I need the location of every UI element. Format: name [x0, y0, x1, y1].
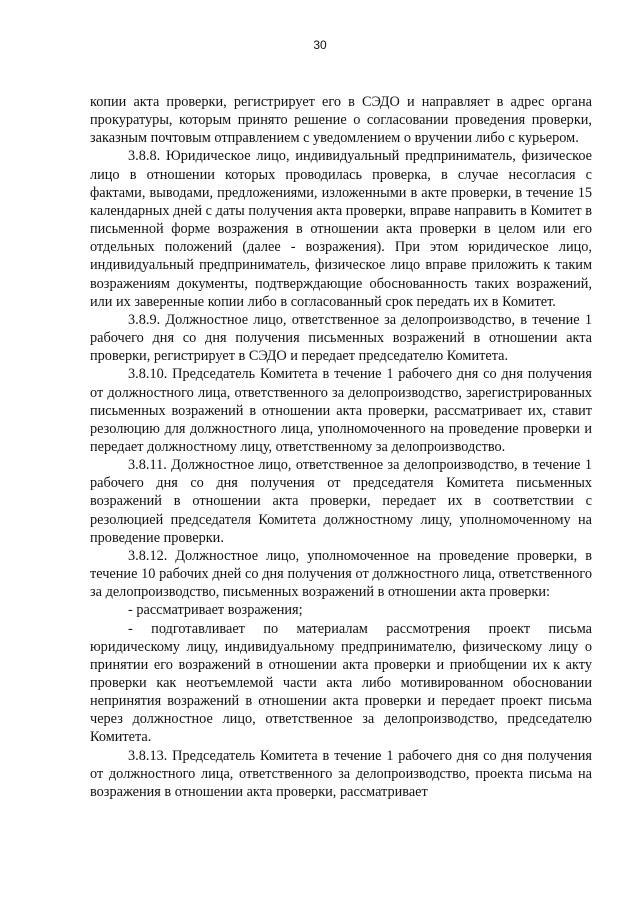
- paragraph-continuation: копии акта проверки, регистрирует его в СЭДО и направляет в адрес органа прокуратуры, которым принято решение о согласовании проведения проверки, заказным почтовым отправлением с уведомлением о вручении либо с курьером.: [90, 94, 592, 147]
- paragraph-3-8-8: 3.8.8. Юридическое лицо, индивидуальный предприниматель, физическое лицо в отношении которых проводилась проверка, в случае несогласия с фактами, выводами, предложениями, изложенными в акте проверки, в течение 15 календарных дней с даты получения акта проверки, вправе направить в Комитет в письменной форме возражения в отношении акта проверки в целом или его отдельных положений (далее - возражения). При этом юридическое лицо, индивидуальный предприниматель, физическое лицо вправе приложить к таким возражениям документы, подтверждающие обоснованность таких возражений, или их заверенные копии либо в согласованный срок передать их в Комитет.: [90, 148, 592, 310]
- page-number: 30: [313, 38, 327, 52]
- list-item-review: - рассматривает возражения;: [128, 602, 303, 619]
- paragraph-3-8-10: 3.8.10. Председатель Комитета в течение 1 рабочего дня со дня получения от должностного лица, ответственного за делопроизводство, зарегистрированных письменных возражений в отношении акта проверки, рассматривает их, ставит резолюцию для должностного лица, уполномоченного на проведение проверки и передает должностному лицу, ответственному за делопроизводство.: [90, 366, 592, 455]
- list-item-prepare: - подготавливает по материалам рассмотрения проект письма юридическому лицу, индивидуальному предпринимателю, физическому лицу о принятии его возражений в отношении акта проверки и приобщении их к акту проверки как неотъемлемой части акта либо мотивированном обосновании непринятия возражений в отношении акта проверки и передает проект письма через должностное лицо, ответственное за делопроизводство, председателю Комитета.: [90, 620, 592, 746]
- paragraph-3-8-11: 3.8.11. Должностное лицо, ответственное за делопроизводство, в течение 1 рабочего дня со дня получения от председателя Комитета письменных возражений в отношении акта проверки, передает их в соответствии с резолюцией председателя Комитета должностному лицу, уполномоченному на проведение проверки.: [90, 457, 592, 546]
- document-body: [90, 93, 592, 801]
- paragraph-3-8-9: 3.8.9. Должностное лицо, ответственное за делопроизводство, в течение 1 рабочего дня со дня получения письменных возражений в отношении акта проверки, регистрирует в СЭДО и передает председателю Комитета.: [90, 311, 592, 365]
- paragraph-3-8-12: 3.8.12. Должностное лицо, уполномоченное на проведение проверки, в течение 10 рабочих дней со дня получения от должностного лица, ответственного за делопроизводство, письменных возражений в отношении акта проверки:: [90, 547, 592, 601]
- paragraph-3-8-13: 3.8.13. Председатель Комитета в течение 1 рабочего дня со дня получения от должностного лица, ответственного за делопроизводство, проекта письма на возражения в отношении акта проверки, рассматривает: [90, 747, 592, 800]
